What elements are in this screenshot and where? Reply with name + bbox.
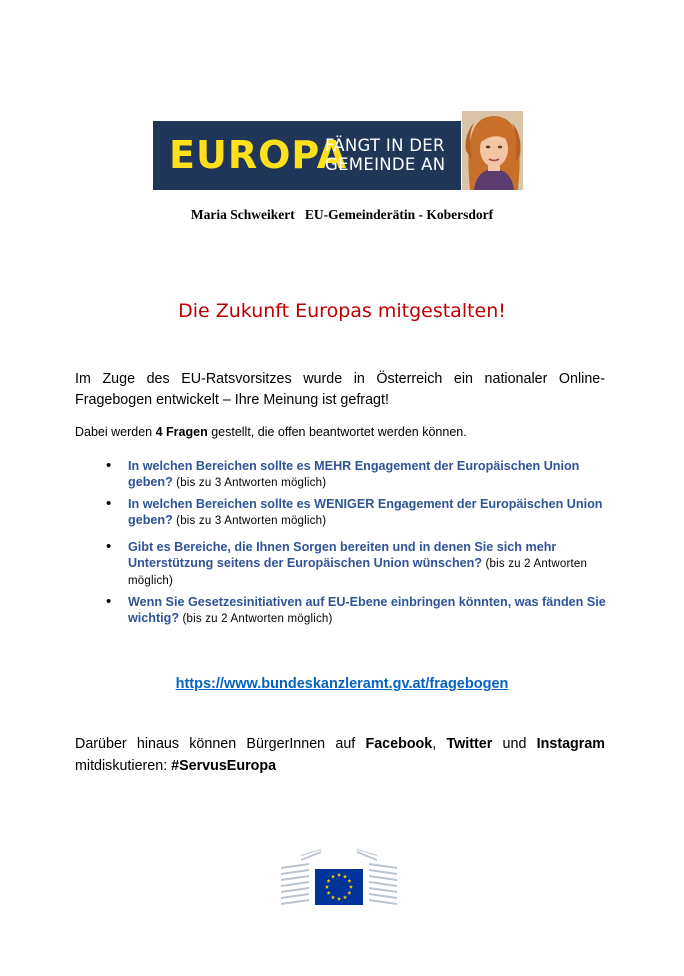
- intro-paragraph: Im Zuge des EU-Ratsvorsitzes wurde in Österreich ein nationaler Online-Fragebogen entwickelt – Ihre Meinung ist gefragt!: [75, 371, 605, 408]
- question-text: Gibt es Bereiche, die Ihnen Sorgen bereiten und in denen Sie sich mehr Unterstützung seitens der Europäischen Union wünschen?: [128, 540, 557, 570]
- question-text: In welchen Bereichen sollte es MEHR Engagement der Europäischen Union geben?: [128, 459, 580, 489]
- question-text: In welchen Bereichen sollte es WENIGER Engagement der Europäischen Union geben?: [128, 497, 603, 527]
- intro-line-bold: 4 Fragen: [155, 425, 208, 439]
- question-note: (bis zu 2 Antworten möglich): [128, 558, 588, 587]
- facebook-label: Facebook: [365, 736, 433, 752]
- outro-text-end: mitdiskutieren:: [75, 758, 172, 774]
- outro-comma: ,: [432, 736, 447, 752]
- hashtag-label: #ServusEuropa: [171, 758, 277, 774]
- europa-banner: [153, 121, 461, 190]
- question-note: (bis zu 3 Antworten möglich): [172, 515, 327, 527]
- portrait-image: [462, 111, 523, 190]
- intro-line-text: Dabei werden: [75, 425, 156, 439]
- outro-text: Darüber hinaus können BürgerInnen auf: [75, 736, 366, 752]
- outro-paragraph: [75, 733, 605, 777]
- outro-und: und: [492, 736, 537, 752]
- list-item: [106, 594, 616, 627]
- instagram-label: Instagram: [536, 736, 605, 752]
- author-role: EU-Gemeinderätin - Kobersdorf: [304, 207, 494, 222]
- question-note: (bis zu 2 Antworten möglich): [179, 613, 333, 625]
- list-item: [106, 458, 616, 491]
- author-name: Maria Schweikert: [190, 207, 295, 222]
- author-line: [0, 207, 684, 223]
- banner-subtitle: [325, 136, 457, 174]
- questionnaire-link[interactable]: https://www.bundeskanzleramt.gv.at/fragebogen: [175, 676, 509, 692]
- page-title: Die Zukunft Europas mitgestalten!: [178, 300, 506, 322]
- list-item: [106, 539, 616, 589]
- banner-subtitle-line2: GEMEINDE AN: [325, 155, 446, 174]
- question-text: Wenn Sie Gesetzesinitiativen auf EU-Ebene einbringen könnten, was fänden Sie wichtig?: [128, 595, 606, 625]
- banner-subtitle-line1: FÄNGT IN DER: [325, 136, 445, 155]
- author-portrait: [462, 111, 523, 190]
- question-note: (bis zu 3 Antworten möglich): [172, 477, 327, 489]
- banner-title: EUROPA: [169, 133, 348, 177]
- twitter-label: Twitter: [446, 736, 493, 752]
- intro-questions-line: [75, 424, 605, 440]
- list-item: [106, 496, 616, 529]
- eu-commission-logo-icon: [281, 849, 397, 909]
- questions-list: [106, 458, 616, 632]
- intro-line-text-end: gestellt, die offen beantwortet werden können.: [207, 425, 467, 439]
